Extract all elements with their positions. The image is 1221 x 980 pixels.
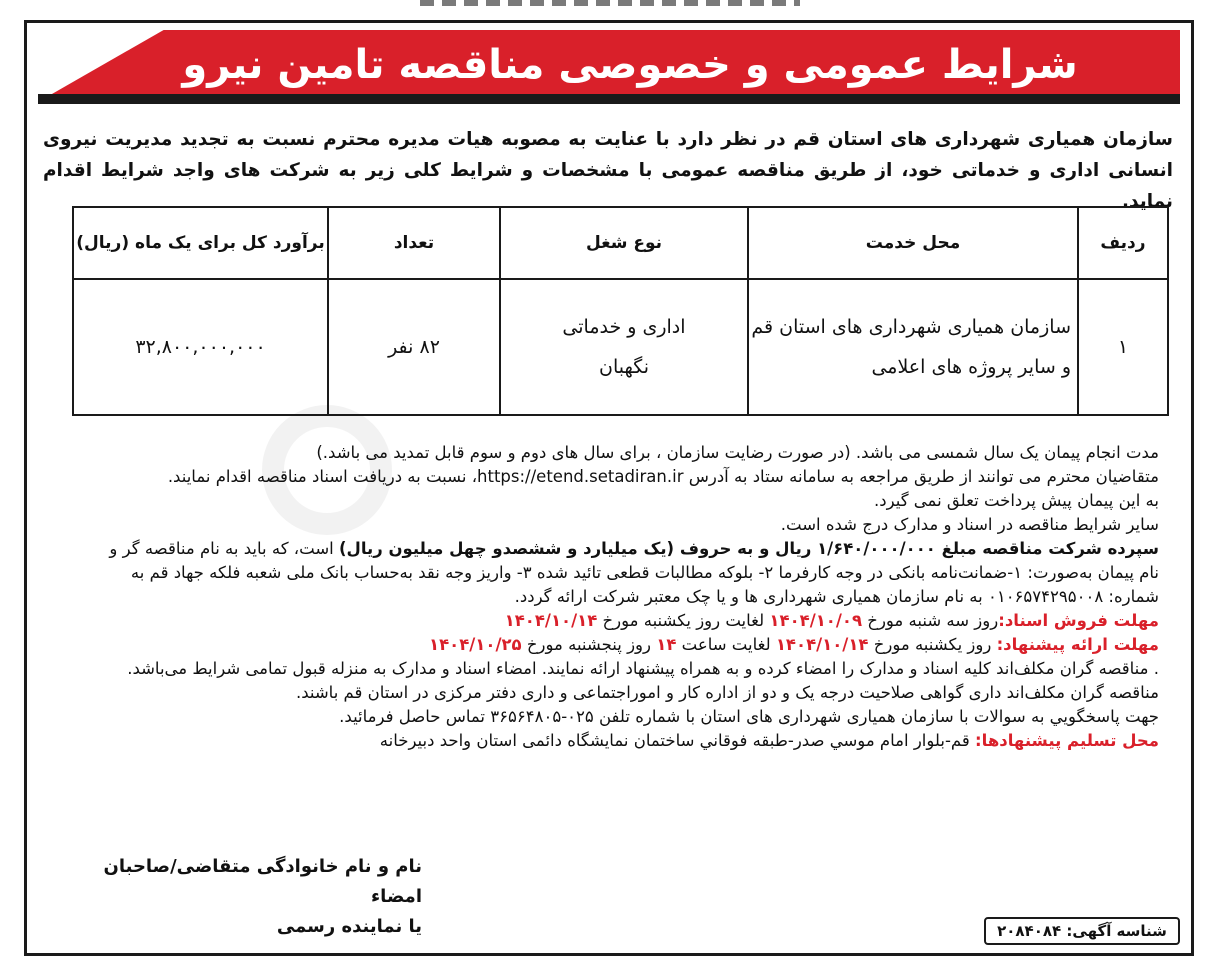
offer-end-date: ۱۴۰۴/۱۰/۲۵ [429, 635, 522, 654]
header-job-type: نوع شغل [500, 207, 748, 279]
service-place-line1: سازمان همیاری شهرداری های استان قم [751, 316, 1071, 338]
guarantee-types-line: نام پیمان به‌صورت: ۱-ضمانت‌نامه بانکی در وجه کارفرما ۲- بلوکه مطالبات قطعی تائید شده ۳- واریز وجه نقد به‌حساب بانک ملی شعبه فلکه جهاد قم به [130, 563, 1159, 582]
conditions-text [49, 441, 1159, 753]
top-cut-text-strip [420, 0, 800, 6]
cell-monthly-estimate: ۳۲,۸۰۰,۰۰۰,۰۰۰ [73, 279, 328, 415]
cell-row-number: ۱ [1078, 279, 1168, 415]
cell-count: ۸۲ نفر [328, 279, 500, 415]
ad-id-badge: شناسه آگهی: ۲۰۸۴۰۸۴ [984, 917, 1180, 945]
submission-place-address: قم-بلوار امام موسي صدر-طبقه فوقاني ساختمان نمایشگاه دائمی استان واحد دبيرخانه [379, 731, 976, 750]
intro-paragraph: سازمان همیاری شهرداری های استان قم در نظر دارد با عنایت به مصوبه هیات مدیره محترم نسبت به تجدید مدیریت نیروی انسانی اداری و خدماتی خود، از طریق مناقصه عمومی با مشخصات و شرایط کلی زیر به شرکت های واجد شرایط اقدام نماید. [43, 129, 1173, 212]
service-place-line2: و سایر پروژه های اعلامی [871, 356, 1071, 378]
other-conditions-line: سایر شرایط مناقصه در اسناد و مدارک درج شده است. [780, 515, 1159, 534]
header-count: تعداد [328, 207, 500, 279]
offer-hour: ۱۴ [656, 635, 677, 654]
signature-line-2: یا نماینده رسمی [276, 916, 422, 937]
contract-duration-line: مدت انجام پیمان یک سال شمسی می باشد. (در صورت رضایت سازمان ، برای سال های دوم و سوم قابل تمدید می باشد.) [316, 443, 1159, 462]
offer-text-1: روز یکشنبه مورخ [868, 635, 997, 654]
account-number-line: شماره: ۰۱۰۶۵۷۴۲۹۵۰۰۸ به نام سازمان همیاری شهرداری ها و یا چک معتبر شرکت ارائه گردد. [514, 587, 1159, 606]
cell-service-place [748, 279, 1078, 415]
offer-text-2: لغایت ساعت [676, 635, 776, 654]
offer-start-date: ۱۴۰۴/۱۰/۱۴ [775, 635, 869, 654]
job-type-line2: نگهبان [598, 356, 649, 378]
submission-place-label: محل تسلیم پیشنهادها: [975, 731, 1159, 750]
signature-line-1: نام و نام خانوادگی متقاضی/صاحبان امضاء [103, 856, 422, 907]
offer-deadline-label: مهلت ارائه پیشنهاد: [996, 635, 1159, 654]
signature-block [62, 852, 422, 942]
sale-text-2: لغایت روز یکشنبه مورخ [597, 611, 770, 630]
deposit-amount: سپرده شرکت مناقصه مبلغ ۱/۶۴۰/۰۰۰/۰۰۰ ریال و به حروف (یک میلیارد و ششصدو چهل میلیون ریال) [338, 539, 1159, 558]
prepayment-line: به این پیمان پیش پرداخت تعلق نمی گیرد. [874, 491, 1159, 510]
document-sale-deadline [49, 609, 1159, 633]
tender-table [72, 206, 1169, 416]
cell-job-type [500, 279, 748, 415]
header-service-place: محل خدمت [748, 207, 1078, 279]
deposit-rest: است، که باید به نام مناقصه گر و [109, 539, 339, 558]
table-row [73, 279, 1168, 415]
header-row-number: ردیف [1078, 207, 1168, 279]
submission-place-line [49, 729, 1159, 753]
sale-end-date: ۱۴۰۴/۱۰/۱۴ [504, 611, 598, 630]
header-monthly-estimate: برآورد کل برای یک ماه (ریال) [73, 207, 328, 279]
table-header-row [73, 207, 1168, 279]
job-type-line1: اداری و خدماتی [562, 316, 686, 338]
sale-text-1: روز سه شنبه مورخ [862, 611, 999, 630]
sale-start-date: ۱۴۰۴/۱۰/۰۹ [769, 611, 863, 630]
notice-title: شرایط عمومی و خصوصی مناقصه تامین نیرو [182, 42, 1078, 88]
sale-deadline-label: مهلت فروش اسناد: [998, 611, 1159, 630]
documents-access-line: متقاضیان محترم می توانند از طریق مراجعه به سامانه ستاد به آدرس https://etend.setadiran.ir، نسبت به دریافت اسناد مناقصه اقدام نمایند. [167, 467, 1159, 486]
signing-requirement-line: . مناقصه گران مکلف‌اند کلیه اسناد و مدارک را امضاء کرده و به همراه پیشنهاد ارائه نمایند. امضاء اسناد و مدارک به منزله قبول تمامی شرایط می‌باشد. [127, 659, 1159, 678]
offer-deadline [49, 633, 1159, 657]
deposit-line [49, 537, 1159, 561]
qualification-line: مناقصه گران مکلف‌اند داری گواهی صلاحیت درجه یک و دو از اداره کار و اموراجتماعی و داری دفتر مرکزی در استان قم باشند. [295, 683, 1159, 702]
offer-text-3: روز پنجشنبه مورخ [521, 635, 657, 654]
contact-line: جهت پاسخگويي به سوالات با سازمان همیاری شهرداری های استان با شماره تلفن ۰۲۵-۳۶۵۶۴۸۰۵ تماس حاصل فرمائید. [339, 707, 1159, 726]
